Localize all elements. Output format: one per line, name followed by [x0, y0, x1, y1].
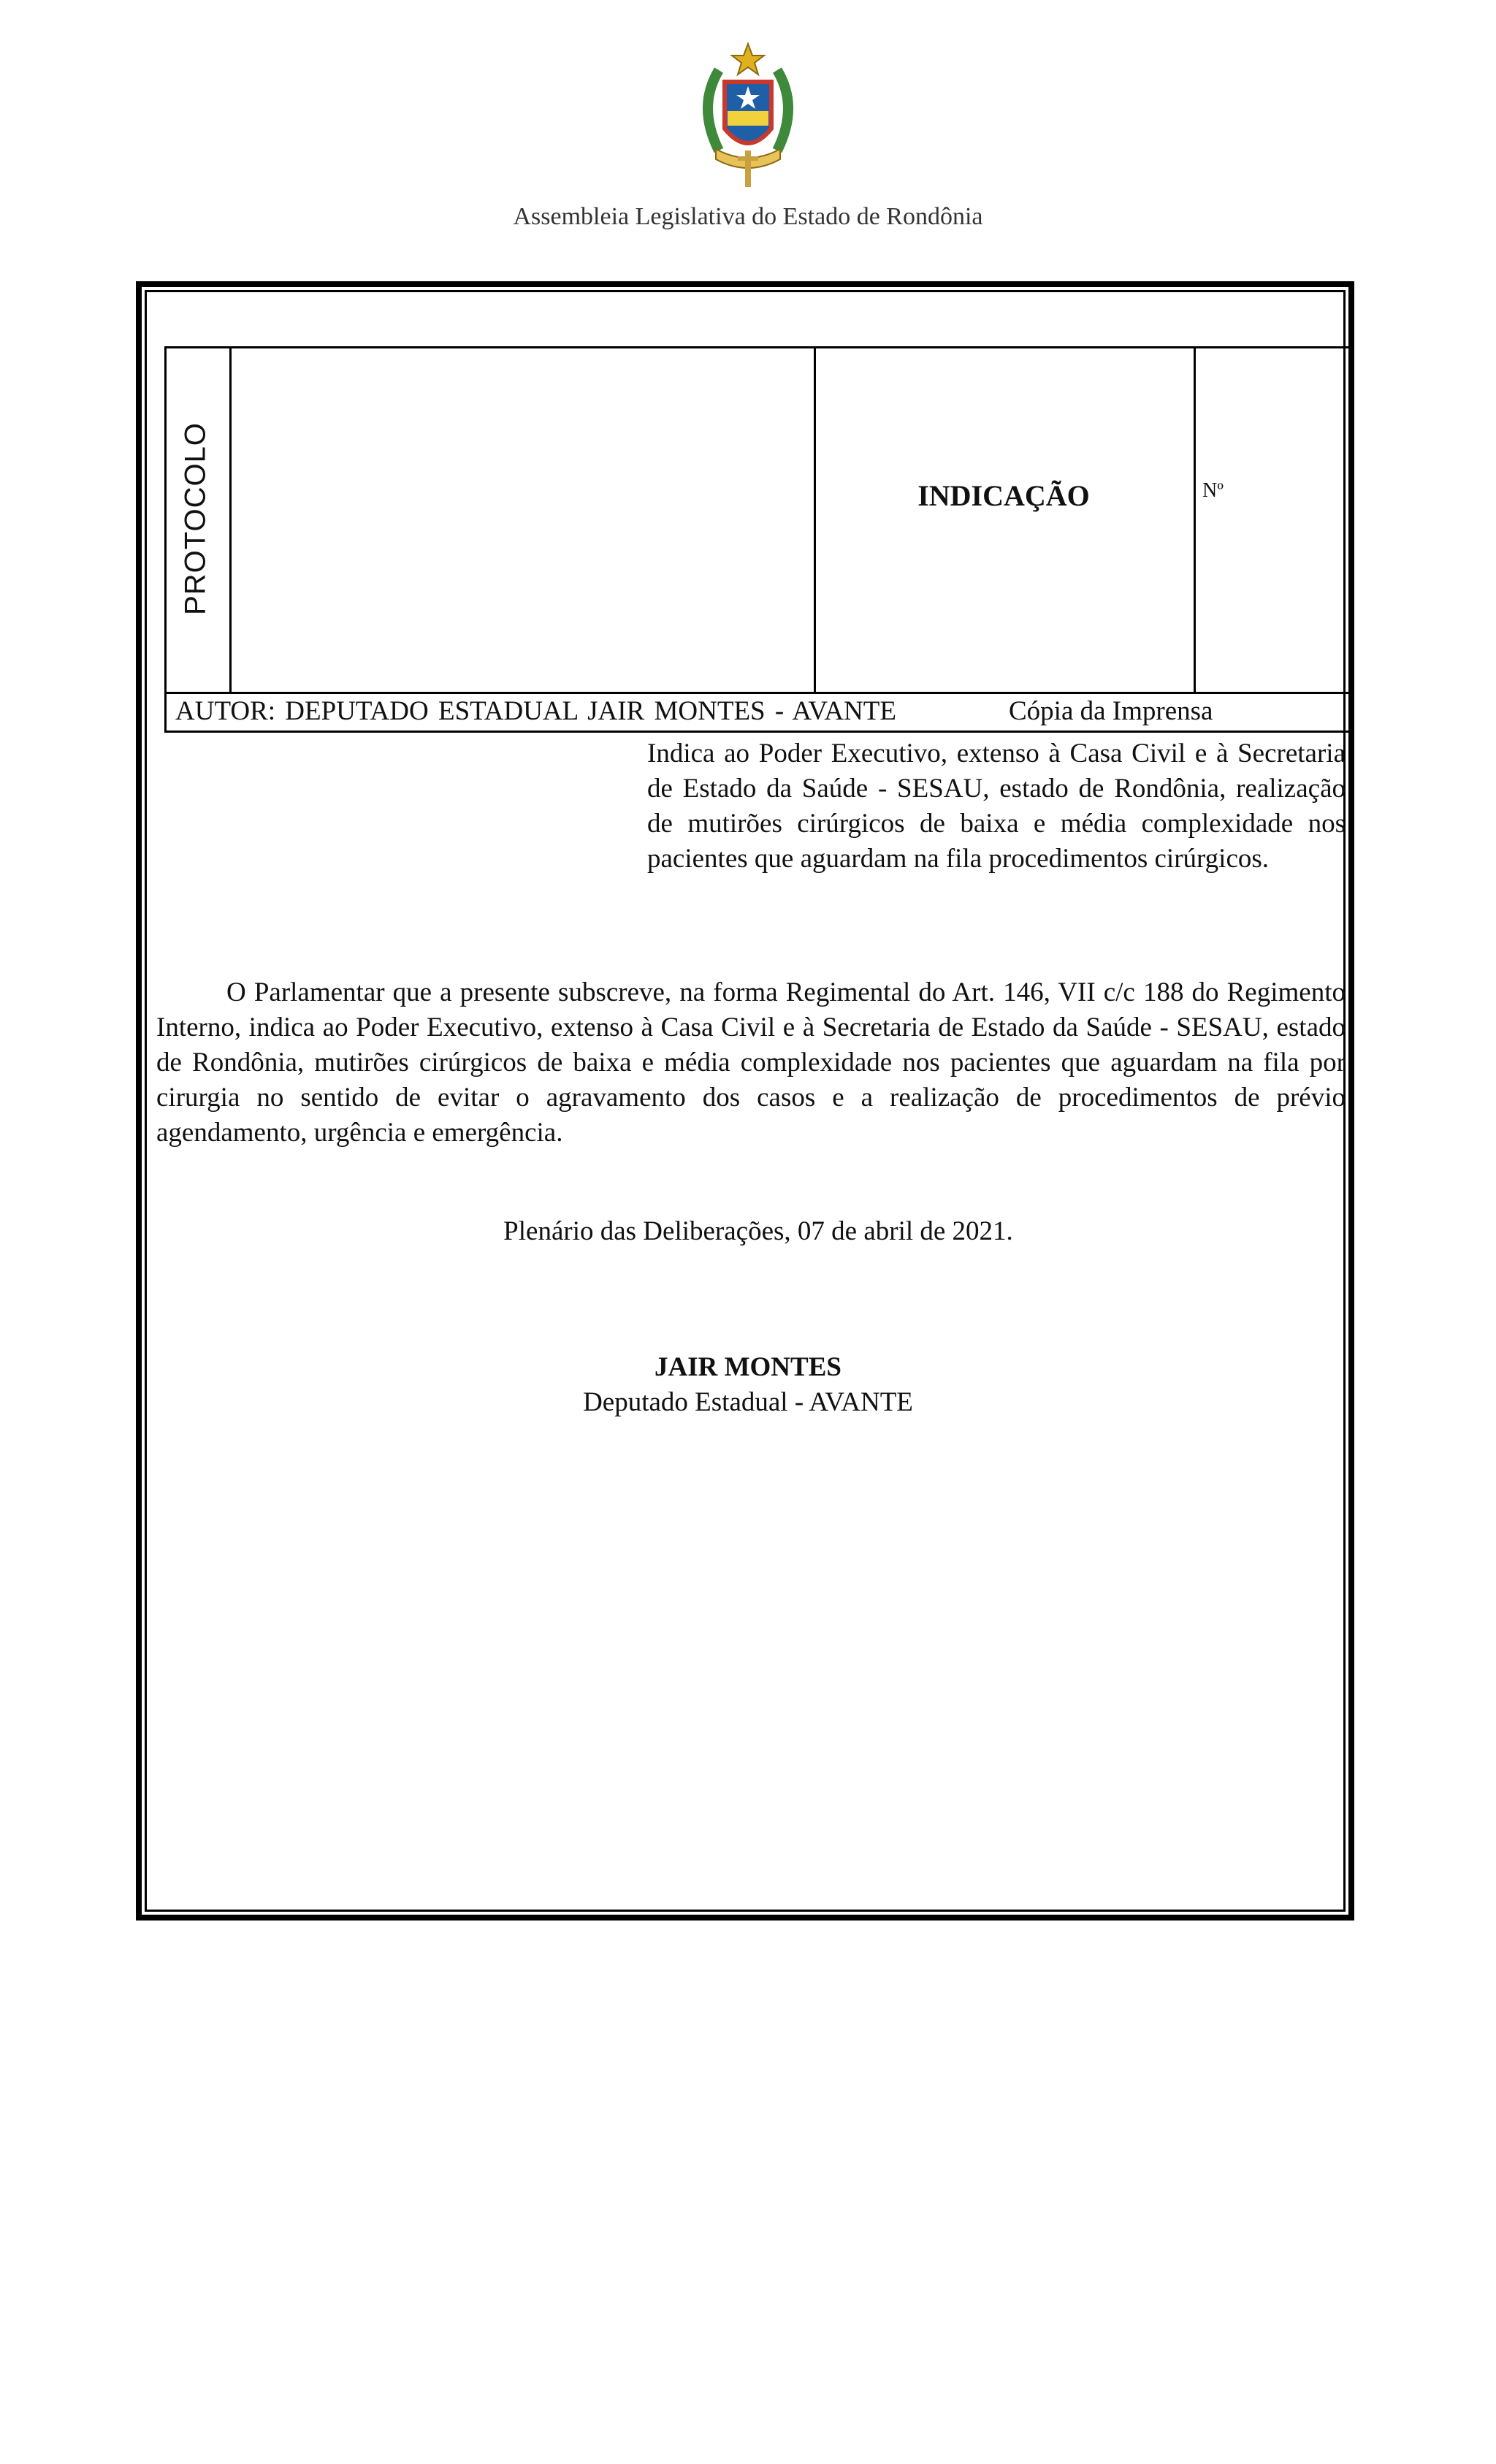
institution-name: Assembleia Legislativa do Estado de Rondônia: [513, 203, 983, 230]
protocol-divider-2: [814, 346, 816, 694]
protocol-divider-1: [229, 346, 232, 694]
copy-label: Cópia da Imprensa: [1009, 696, 1213, 726]
place-date: Plenário das Deliberações, 07 de abril de 2021.: [503, 1216, 1013, 1246]
protocol-box: [164, 346, 1351, 694]
protocol-divider-3: [1194, 346, 1196, 694]
author-line: AUTOR: DEPUTADO ESTADUAL JAIR MONTES - AVANTE: [175, 696, 896, 726]
summary-text: Indica ao Poder Executivo, extenso à Casa Civil e à Secretaria de Estado da Saúde - SESAU, estado de Rondônia, realização de mutirões cirúrgicos de baixa e média complexidade nos pacientes que aguardam na fila procedimentos cirúrgicos.: [647, 739, 1346, 874]
body-paragraph: O Parlamentar que a presente subscreve, na forma Regimental do Art. 146, VII c/c 188 do Regimento Interno, indica ao Poder Executivo, extenso à Casa Civil e à Secretaria de Estado da Saúde - SESAU, estado de Rondônia, mutirões cirúrgicos de baixa e média complexidade nos pacientes que aguardam na fila por cirurgia no sentido de evitar o agravamento dos casos e a realização de procedimentos de prévio agendamento, urgência e emergência.: [156, 977, 1346, 1148]
indicacao-label: INDICAÇÃO: [917, 479, 1090, 512]
signatory-title: Deputado Estadual - AVANTE: [583, 1387, 913, 1417]
protocolo-label: PROTOCOLO: [179, 422, 212, 615]
signatory-name: JAIR MONTES: [654, 1352, 842, 1382]
numero-label: Nº: [1202, 479, 1224, 502]
coat-of-arms-icon: [690, 41, 806, 191]
